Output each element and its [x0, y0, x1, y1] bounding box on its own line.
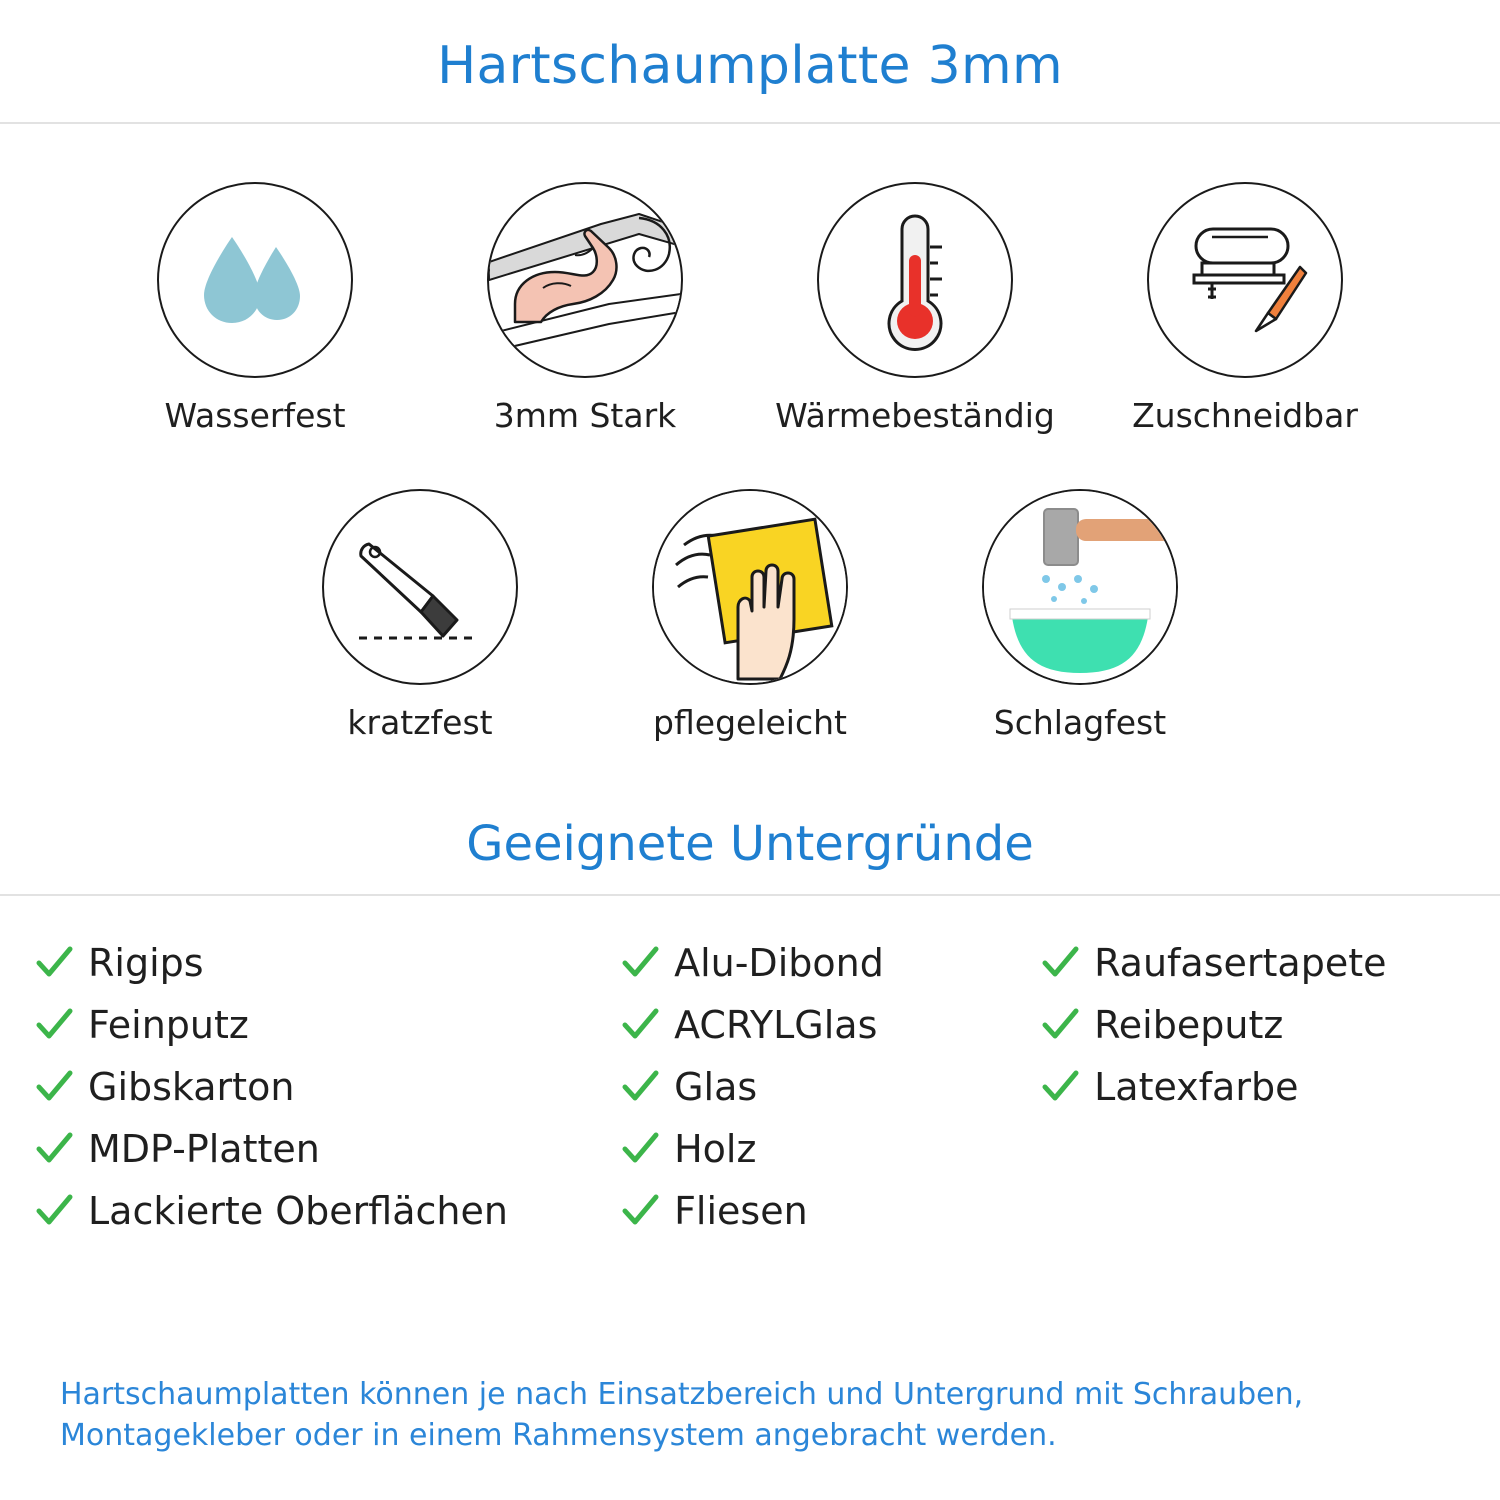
section-title-block — [0, 816, 1500, 872]
list-item — [620, 1118, 1040, 1180]
check-icon — [1040, 943, 1080, 983]
feature-label: Zuschneidbar — [1132, 396, 1358, 435]
jigsaw-cutter-icon — [1147, 182, 1343, 378]
feature-pflegeleicht — [585, 489, 915, 742]
thermometer-icon — [817, 182, 1013, 378]
substrate-list — [0, 932, 1500, 1242]
check-icon — [620, 1129, 660, 1169]
footnote-text: Hartschaumplatten können je nach Einsatzbereich und Untergrund mit Schrauben, Montagekleber oder in einem Rahmensystem angebracht werden. — [60, 1377, 1304, 1453]
check-icon — [620, 1191, 660, 1231]
feature-label: 3mm Stark — [493, 396, 677, 435]
list-item-label: Raufasertapete — [1094, 941, 1387, 985]
feature-kratzfest — [255, 489, 585, 742]
water-drops-icon — [157, 182, 353, 378]
list-item — [620, 994, 1040, 1056]
list-item-label: Gibskarton — [88, 1065, 295, 1109]
substrate-column-1 — [34, 932, 620, 1242]
list-item — [620, 932, 1040, 994]
divider-top — [0, 122, 1500, 124]
feature-waermebestaendig — [750, 182, 1080, 435]
check-icon — [620, 1005, 660, 1045]
feature-3mm-stark — [420, 182, 750, 435]
list-item — [1040, 1056, 1466, 1118]
check-icon — [34, 1129, 74, 1169]
feature-label: pflegeleicht — [653, 703, 847, 742]
list-item — [34, 1118, 620, 1180]
check-icon — [1040, 1005, 1080, 1045]
check-icon — [34, 1005, 74, 1045]
hammer-impact-icon — [982, 489, 1178, 685]
feature-label: Wärmebeständig — [775, 396, 1055, 435]
list-item — [620, 1056, 1040, 1118]
list-item-label: Feinputz — [88, 1003, 249, 1047]
feature-label: kratzfest — [347, 703, 493, 742]
feature-label: Schlagfest — [993, 703, 1167, 742]
feature-wasserfest — [90, 182, 420, 435]
cleaning-cloth-hand-icon — [652, 489, 848, 685]
list-item-label: Fliesen — [674, 1189, 808, 1233]
list-item — [34, 1180, 620, 1242]
feature-row-1 — [0, 182, 1500, 435]
feature-label: Wasserfest — [164, 396, 346, 435]
list-item-label: Rigips — [88, 941, 204, 985]
list-item — [34, 994, 620, 1056]
check-icon — [620, 1067, 660, 1107]
substrate-column-2 — [620, 932, 1040, 1242]
check-icon — [34, 1067, 74, 1107]
section-title: Geeignete Untergründe — [466, 816, 1034, 872]
feature-grid — [0, 182, 1500, 742]
substrate-column-3 — [1040, 932, 1466, 1242]
feature-schlagfest — [915, 489, 1245, 742]
list-item — [1040, 932, 1466, 994]
list-item-label: Reibeputz — [1094, 1003, 1284, 1047]
list-item — [34, 932, 620, 994]
list-item — [34, 1056, 620, 1118]
flexing-arm-icon — [487, 182, 683, 378]
feature-row-2 — [0, 489, 1500, 742]
list-item-label: Latexfarbe — [1094, 1065, 1299, 1109]
list-item-label: Holz — [674, 1127, 757, 1171]
knife-scratch-icon — [322, 489, 518, 685]
check-icon — [34, 1191, 74, 1231]
title-block — [0, 0, 1500, 96]
list-item — [1040, 994, 1466, 1056]
list-item — [620, 1180, 1040, 1242]
feature-zuschneidbar — [1080, 182, 1410, 435]
check-icon — [620, 943, 660, 983]
list-item-label: Lackierte Oberflächen — [88, 1189, 508, 1233]
list-item-label: Glas — [674, 1065, 758, 1109]
list-item-label: MDP-Platten — [88, 1127, 320, 1171]
check-icon — [34, 943, 74, 983]
check-icon — [1040, 1067, 1080, 1107]
divider-middle — [0, 894, 1500, 896]
list-item-label: Alu-Dibond — [674, 941, 884, 985]
list-item-label: ACRYLGlas — [674, 1003, 878, 1047]
page-title: Hartschaumplatte 3mm — [437, 36, 1063, 96]
